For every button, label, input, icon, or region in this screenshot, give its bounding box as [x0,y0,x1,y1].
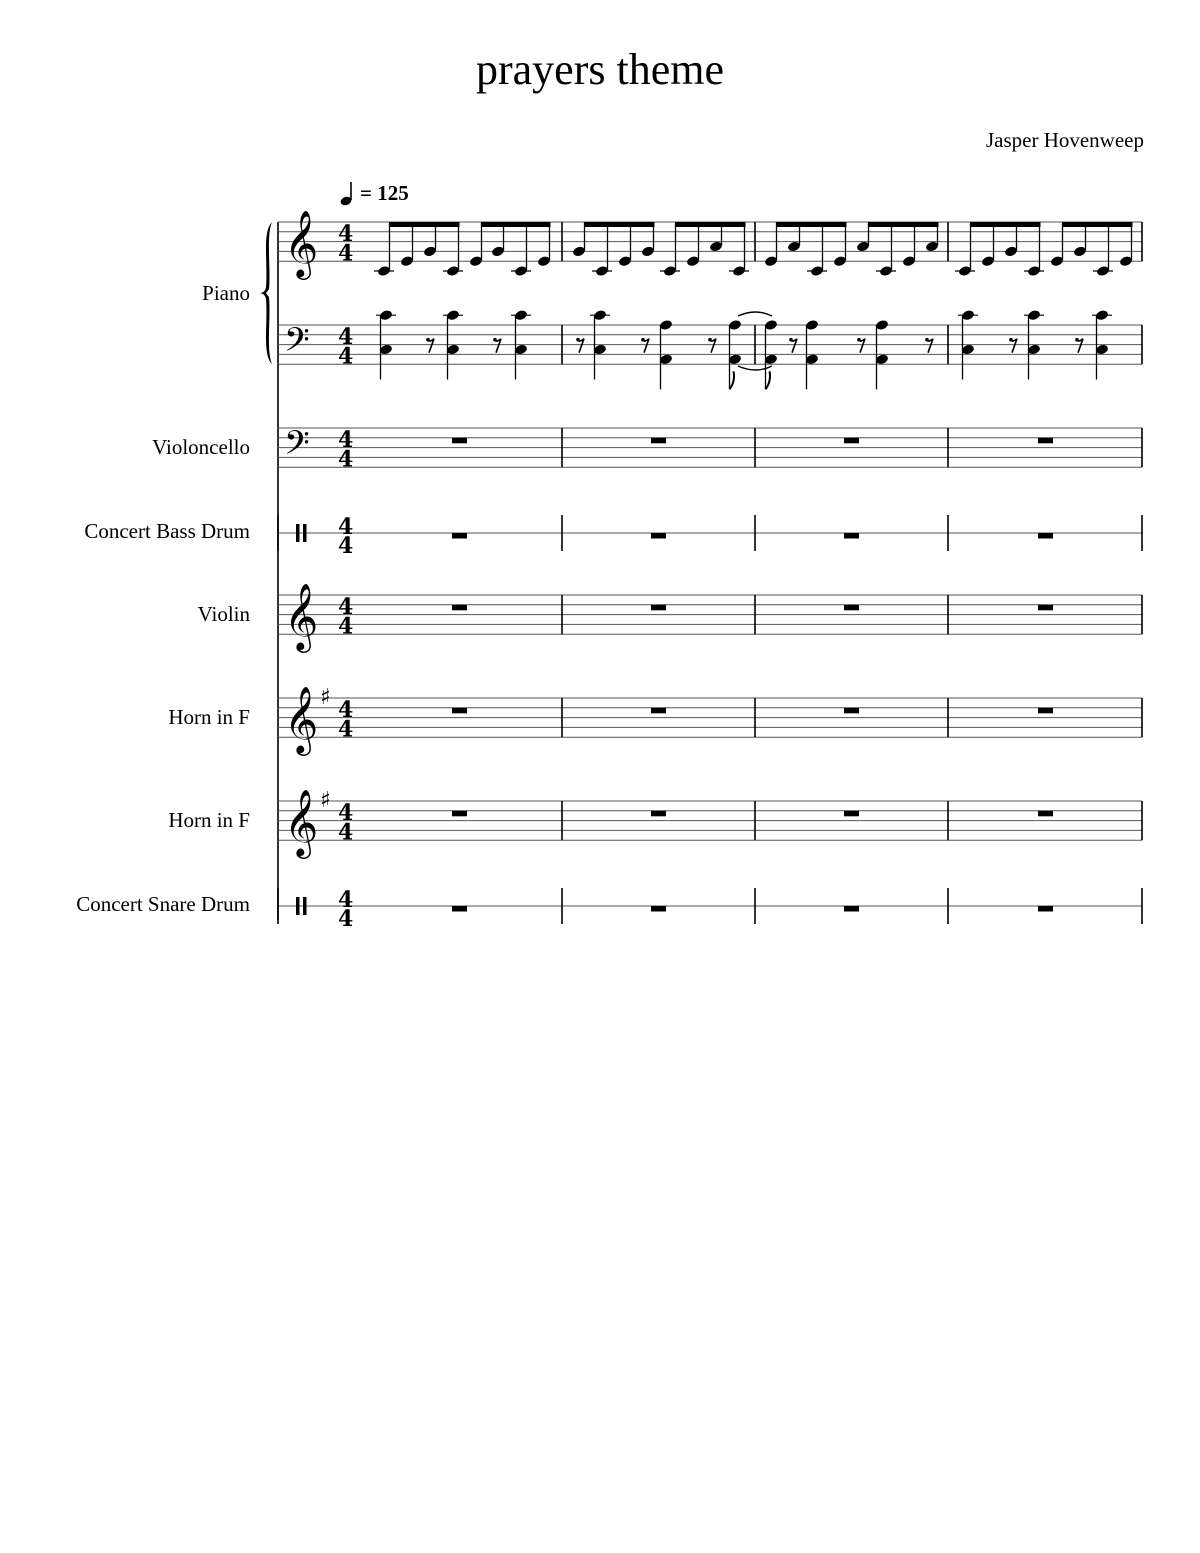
percussion-clef-icon [303,524,307,542]
whole-rest-icon [844,605,859,611]
label-concert-bass-drum: Concert Bass Drum [84,519,250,543]
beam [970,222,1041,227]
whole-rest-icon [1038,533,1053,539]
staff-horn-1 [278,685,1142,756]
eighth-flag [766,371,771,389]
label-concert-snare-drum: Concert Snare Drum [76,892,250,916]
eighth-rest-dot [708,338,712,342]
piano-bass-notes [376,309,1112,389]
time-signature-num: 4 [338,221,354,248]
score-title: prayers theme [476,45,724,94]
whole-rest-icon [651,438,666,444]
whole-rest-icon [1038,811,1053,817]
beam [481,222,551,227]
whole-rest-icon [452,811,467,817]
staff-bass-drum [278,515,1142,551]
whole-rest-icon [452,708,467,714]
time-signature-den: 4 [338,906,354,932]
treble-clef-icon: 𝄞 [284,209,319,278]
whole-rest-icon [651,533,666,539]
time-signature-num: 4 [338,887,354,913]
time-signature-num: 4 [338,697,354,724]
eighth-rest-dot [1009,338,1013,342]
eighth-rest-dot [925,338,929,342]
eighth-rest-dot [1075,338,1079,342]
label-violoncello: Violoncello [152,435,250,459]
label-horn-in-f-2: Horn in F [168,808,250,832]
whole-rest-icon [651,708,666,714]
whole-rest-icon [452,605,467,611]
whole-rest-icon [1038,605,1053,611]
whole-rest-icon [452,906,467,912]
tie-icon [738,312,772,316]
whole-rest-icon [844,438,859,444]
time-signature-den: 4 [338,446,354,473]
time-signature-den: 4 [338,819,354,846]
time-signature-den: 4 [338,613,354,640]
time-signature-num: 4 [338,594,354,621]
piano-treble-notes [374,222,1133,277]
whole-rest-icon [844,533,859,539]
time-signature-num: 4 [338,800,354,827]
whole-rest-icon [1038,438,1053,444]
eighth-rest-dot [576,338,580,342]
treble-clef-icon: 𝄞 [284,685,319,754]
eighth-rest-dot [789,338,793,342]
label-horn-in-f-1: Horn in F [168,705,250,729]
time-signature-den: 4 [338,240,354,267]
beam [389,222,460,227]
eighth-rest-dot [426,338,430,342]
beam [675,222,746,227]
whole-rest-icon [1038,906,1053,912]
whole-rest-icon [844,708,859,714]
whole-rest-icon [651,605,666,611]
treble-clef-icon: 𝄞 [284,582,319,651]
staff-cello [278,424,1142,470]
staff-horn-2 [278,788,1142,859]
whole-rest-icon [651,811,666,817]
eighth-rest-dot [493,338,497,342]
whole-rest-icon [844,906,859,912]
sharp-icon: ♯ [320,787,331,813]
bass-clef-icon: 𝄢 [284,424,310,471]
beam [1062,222,1133,227]
label-piano: Piano [202,281,250,305]
staff-piano-bass [278,321,1142,367]
time-signature-num: 4 [338,514,354,540]
label-violin: Violin [197,602,250,626]
whole-rest-icon [844,811,859,817]
staff-piano-treble [278,209,1142,280]
eighth-flag [730,371,735,389]
staff-snare-drum [278,888,1142,924]
sharp-icon: ♯ [320,684,331,710]
treble-clef-icon: 𝄞 [284,788,319,857]
tie-icon [738,366,772,370]
whole-rest-icon [452,438,467,444]
whole-rest-icon [651,906,666,912]
beam [776,222,847,227]
time-signature-den: 4 [338,343,354,370]
time-signature-den: 4 [338,533,354,559]
piano-brace-icon [259,222,272,364]
beam [868,222,939,227]
percussion-clef-icon [296,897,300,915]
eighth-rest-dot [641,338,645,342]
time-signature-den: 4 [338,716,354,743]
whole-rest-icon [1038,708,1053,714]
time-signature-num: 4 [338,427,354,454]
eighth-rest-dot [857,338,861,342]
tempo-value: = 125 [360,180,409,205]
beam [584,222,655,227]
time-signature-num: 4 [338,324,354,351]
staff-violin [278,582,1142,653]
percussion-clef-icon [296,524,300,542]
whole-rest-icon [452,533,467,539]
bass-clef-icon: 𝄢 [284,321,310,368]
percussion-clef-icon [303,897,307,915]
composer-name: Jasper Hovenweep [985,128,1144,152]
